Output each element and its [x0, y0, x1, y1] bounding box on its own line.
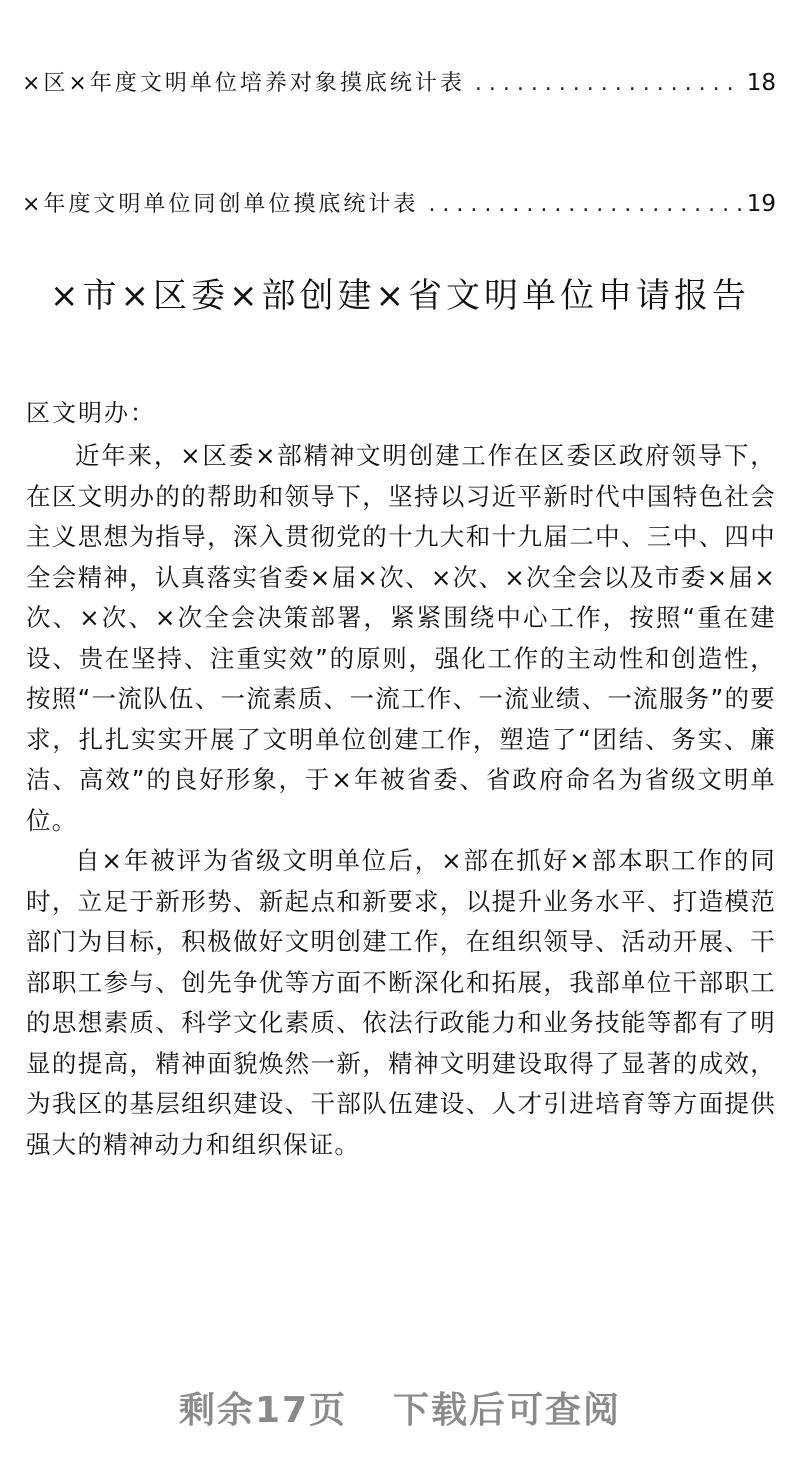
toc-entry-18[interactable]: [22, 66, 776, 97]
toc-page-number: 19: [746, 191, 776, 217]
toc-entry-19[interactable]: [22, 187, 776, 218]
toc-leader-dots: [428, 192, 740, 217]
toc-entry-text: ×区×年度文明单位培养对象摸底统计表: [22, 71, 465, 96]
toc-page-number: 18: [746, 70, 776, 96]
download-prompt-label: 下载后可查阅: [393, 1390, 622, 1431]
document-title: ×市×区委×部创建×省文明单位申请报告: [50, 276, 750, 316]
remaining-pages-label: 剩余17页: [178, 1390, 348, 1431]
document-body: [26, 436, 776, 1165]
salutation: 区文明办：: [26, 399, 156, 427]
body-paragraph: 自×年被评为省级文明单位后，×部在抓好×部本职工作的同时，立足于新形势、新起点和新要求，以提升业务水平、打造模范部门为目标，积极做好文明创建工作，在组织领导、活动开展、干部职工参与、创先争优等方面不断深化和拓展，我部单位干部职工的思想素质、科学文化素质、依法行政能力和业务技能等都有了明显的提高，精神面貌焕然一新，精神文明建设取得了显著的成效，为我区的基层组织建设、干部队伍建设、人才引进培育等方面提供强大的精神动力和组织保证。: [26, 846, 776, 1159]
download-banner[interactable]: [0, 1382, 800, 1433]
body-paragraph: 近年来，×区委×部精神文明创建工作在区委区政府领导下，在区文明办的的帮助和领导下，坚持以习近平新时代中国特色社会主义思想为指导，深入贯彻党的十九大和十九届二中、三中、四中全会精神，认真落实省委×届×次、×次、×次全会以及市委×届×次、×次、×次全会决策部署，紧紧围绕中心工作，按照“重在建设、贵在坚持、注重实效”的原则，强化工作的主动性和创造性，按照“一流队伍、一流素质、一流工作、一流业绩、一流服务”的要求，扎扎实实开展了文明单位创建工作，塑造了“团结、务实、廉洁、高效”的良好形象，于×年被省委、省政府命名为省级文明单位。: [26, 441, 776, 835]
toc-entry-text: ×年度文明单位同创单位摸底统计表: [22, 192, 419, 217]
toc-leader-dots: [475, 71, 741, 96]
